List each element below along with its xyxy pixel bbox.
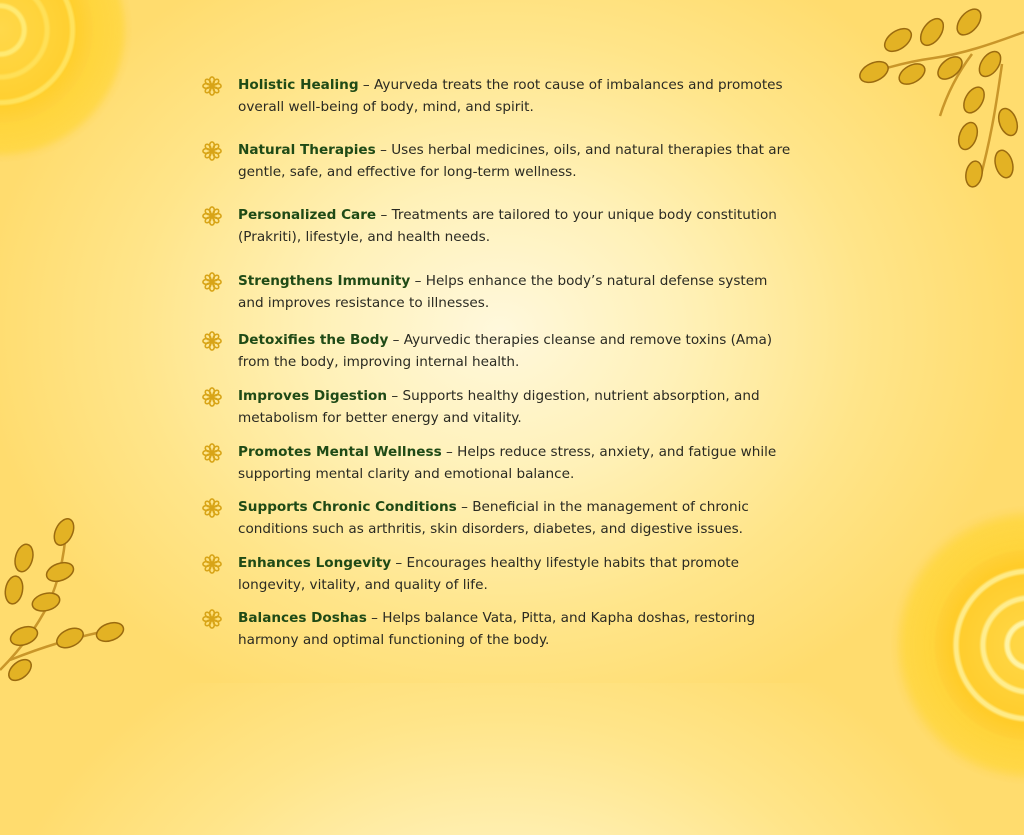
benefit-title: Holistic Healing [238, 77, 359, 93]
benefit-text [238, 270, 793, 314]
benefit-description: – Ayurveda treats the root cause of imbalances and promotes overall well-being of body, mind, and spirit. [238, 77, 783, 115]
benefit-title: Balances Doshas [238, 610, 367, 626]
flower-icon [202, 387, 222, 407]
benefit-description: – Helps balance Vata, Pitta, and Kapha doshas, restoring harmony and optimal functioning of the body. [238, 610, 756, 648]
flower-icon [202, 141, 222, 161]
mandala-icon [0, 0, 180, 210]
benefit-text [238, 496, 793, 540]
benefit-description: – Treatments are tailored to your unique body constitution (Prakriti), lifestyle, and health needs. [238, 207, 777, 245]
benefit-text [238, 139, 793, 183]
leaf-branch-icon [0, 510, 140, 683]
benefit-text [238, 204, 793, 248]
benefit-title: Supports Chronic Conditions [238, 499, 457, 515]
flower-icon [202, 76, 222, 96]
benefit-text [238, 441, 793, 485]
mandala-icon [840, 455, 1024, 835]
benefit-text [238, 385, 793, 429]
flower-icon [202, 331, 222, 351]
benefit-description: – Supports healthy digestion, nutrient absorption, and metabolism for better energy and vitality. [238, 388, 760, 426]
flower-icon [202, 609, 222, 629]
benefit-text [238, 552, 793, 596]
benefit-description: – Helps enhance the body’s natural defense system and improves resistance to illnesses. [238, 273, 768, 311]
flower-icon [202, 498, 222, 518]
benefit-description: – Uses herbal medicines, oils, and natural therapies that are gentle, safe, and effective for long-term wellness. [238, 142, 791, 180]
benefit-title: Detoxifies the Body [238, 332, 389, 348]
flower-icon [202, 272, 222, 292]
benefit-text [238, 74, 793, 118]
benefit-title: Improves Digestion [238, 388, 388, 404]
benefit-text [238, 607, 793, 651]
benefit-description: – Ayurvedic therapies cleanse and remove toxins (Ama) from the body, improving internal health. [238, 332, 773, 370]
flower-icon [202, 443, 222, 463]
benefit-title: Enhances Longevity [238, 555, 392, 571]
benefit-title: Natural Therapies [238, 142, 376, 158]
benefit-title: Promotes Mental Wellness [238, 444, 442, 460]
benefit-title: Personalized Care [238, 207, 377, 223]
flower-icon [202, 554, 222, 574]
flower-icon [202, 206, 222, 226]
benefit-description: – Helps reduce stress, anxiety, and fatigue while supporting mental clarity and emotional balance. [238, 444, 777, 482]
benefit-description: – Beneficial in the management of chronic conditions such as arthritis, skin disorders, diabetes, and digestive issues. [238, 499, 749, 537]
benefit-title: Strengthens Immunity [238, 273, 411, 289]
leaf-branch-icon [852, 4, 1024, 194]
benefit-description: – Encourages healthy lifestyle habits that promote longevity, vitality, and quality of life. [238, 555, 739, 593]
benefit-text [238, 329, 793, 373]
